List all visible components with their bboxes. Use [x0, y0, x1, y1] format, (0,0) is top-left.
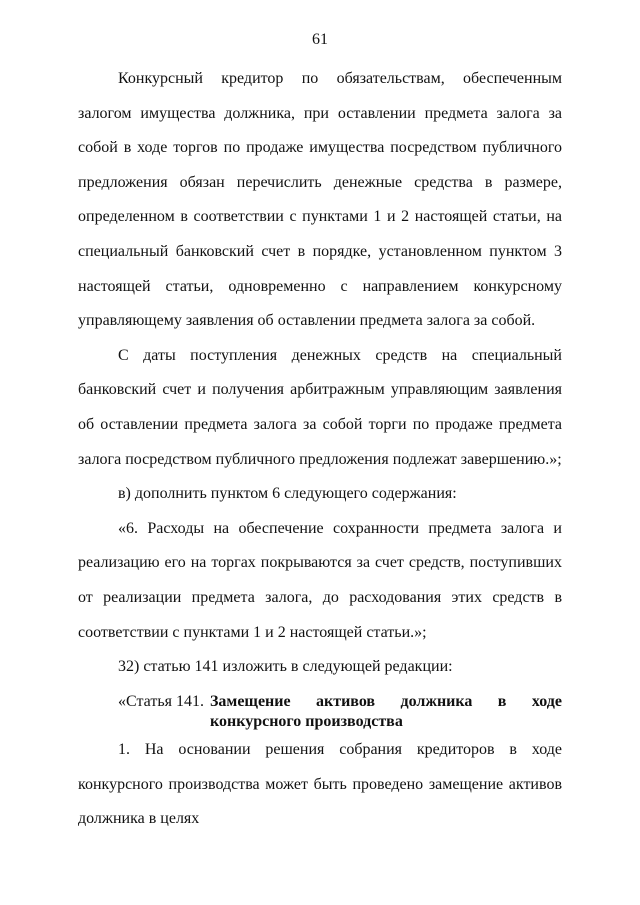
paragraph-funds-receipt: С даты поступления денежных средств на специальный банковский счет и получения арбитражным управляющим заявления об оставлении предмета залога за собой торги по продаже предмета залога посредством публичного предложения подлежат завершению.»;: [78, 346, 562, 468]
paragraph-add-point-6: в) дополнить пунктом 6 следующего содержания:: [118, 485, 457, 503]
paragraph-point-6-text: «6. Расходы на обеспечение сохранности предмета залога и реализацию его на торгах покрываются за счет средств, поступивших от реализации предмета залога, до расходования этих средств в соответствии с пунктами 1 и 2 настоящей статьи.»;: [78, 519, 562, 641]
body-text-lower: [78, 733, 562, 837]
paragraph-pledge-creditor: Конкурсный кредитор по обязательствам, обеспеченным залогом имущества должника, при оставлении предмета залога за собой в ходе торгов по продаже имущества посредством публичного предложения обязан перечислить денежные средства в размере, определенном в соответствии с пунктами 1 и 2 настоящей статьи, на специальный банковский счет в порядке, установленном пунктом 3 настоящей статьи, одновременно с направлением конкурсному управляющему заявления об оставлении предмета залога за собой.: [78, 70, 562, 330]
paragraph-article-141-intro: 32) статью 141 изложить в следующей редакции:: [118, 658, 453, 676]
paragraph-article-141-point-1: 1. На основании решения собрания кредиторов в ходе конкурсного производства может быть проведено замещение активов должника в целях: [78, 741, 562, 828]
body-text-upper: [78, 62, 562, 685]
article-heading-prefix: «Статья 141.: [118, 693, 204, 710]
article-heading-title: Замещение активов должника в ходе конкурсного производства: [209, 693, 562, 730]
article-heading: [118, 692, 562, 732]
page-number: 61: [312, 31, 328, 48]
